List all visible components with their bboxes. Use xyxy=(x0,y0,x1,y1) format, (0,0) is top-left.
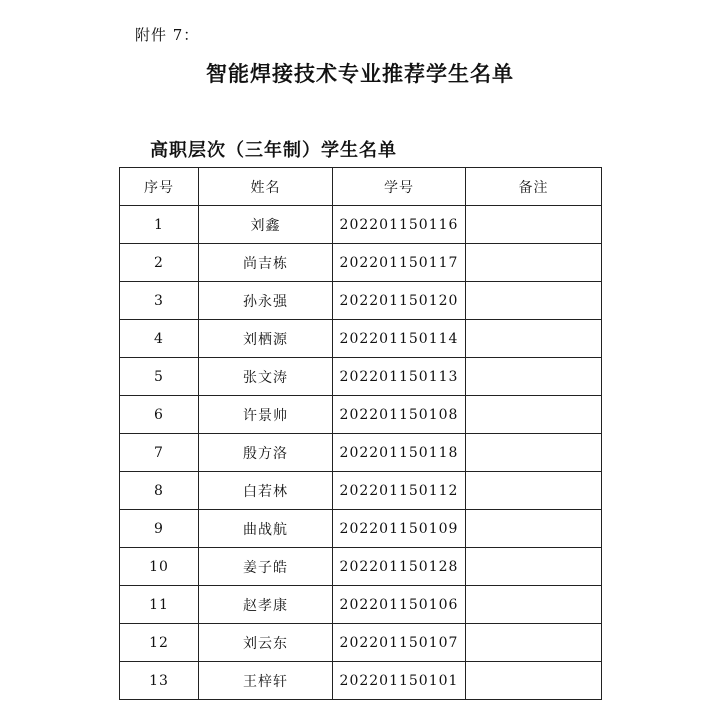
cell-name: 孙永强 xyxy=(199,282,333,320)
cell-serial-number: 12 xyxy=(120,624,199,662)
cell-serial-number: 7 xyxy=(120,434,199,472)
header-remarks: 备注 xyxy=(466,168,602,206)
cell-remarks xyxy=(466,244,602,282)
cell-serial-number: 2 xyxy=(120,244,199,282)
table-row xyxy=(120,206,602,244)
cell-serial-number: 10 xyxy=(120,548,199,586)
cell-serial-number: 4 xyxy=(120,320,199,358)
cell-student-id: 202201150114 xyxy=(333,320,466,358)
cell-remarks xyxy=(466,434,602,472)
cell-name: 王梓轩 xyxy=(199,662,333,700)
table-row xyxy=(120,662,602,700)
cell-student-id: 202201150113 xyxy=(333,358,466,396)
cell-name: 刘栖源 xyxy=(199,320,333,358)
table-row xyxy=(120,434,602,472)
cell-name: 张文涛 xyxy=(199,358,333,396)
cell-remarks xyxy=(466,624,602,662)
cell-student-id: 202201150109 xyxy=(333,510,466,548)
table-row xyxy=(120,548,602,586)
cell-name: 刘鑫 xyxy=(199,206,333,244)
header-student-id: 学号 xyxy=(333,168,466,206)
cell-serial-number: 3 xyxy=(120,282,199,320)
table-row xyxy=(120,472,602,510)
cell-serial-number: 11 xyxy=(120,586,199,624)
cell-name: 姜子皓 xyxy=(199,548,333,586)
cell-name: 许景帅 xyxy=(199,396,333,434)
cell-name: 赵孝康 xyxy=(199,586,333,624)
cell-student-id: 202201150117 xyxy=(333,244,466,282)
cell-serial-number: 1 xyxy=(120,206,199,244)
cell-remarks xyxy=(466,586,602,624)
section-title: 高职层次（三年制）学生名单 xyxy=(150,140,397,161)
cell-serial-number: 13 xyxy=(120,662,199,700)
cell-student-id: 202201150112 xyxy=(333,472,466,510)
student-roster-table xyxy=(119,167,602,700)
cell-remarks xyxy=(466,548,602,586)
table-row xyxy=(120,282,602,320)
cell-student-id: 202201150108 xyxy=(333,396,466,434)
cell-remarks xyxy=(466,282,602,320)
table-row xyxy=(120,358,602,396)
attachment-label: 附件 7： xyxy=(135,26,200,44)
table-row xyxy=(120,510,602,548)
header-serial-number: 序号 xyxy=(120,168,199,206)
cell-remarks xyxy=(466,396,602,434)
cell-name: 殷方洛 xyxy=(199,434,333,472)
cell-serial-number: 6 xyxy=(120,396,199,434)
cell-student-id: 202201150116 xyxy=(333,206,466,244)
cell-student-id: 202201150118 xyxy=(333,434,466,472)
cell-serial-number: 9 xyxy=(120,510,199,548)
cell-student-id: 202201150107 xyxy=(333,624,466,662)
cell-student-id: 202201150101 xyxy=(333,662,466,700)
cell-name: 尚吉栋 xyxy=(199,244,333,282)
document-title: 智能焊接技术专业推荐学生名单 xyxy=(206,61,514,86)
cell-remarks xyxy=(466,472,602,510)
cell-student-id: 202201150128 xyxy=(333,548,466,586)
cell-name: 刘云东 xyxy=(199,624,333,662)
table-row xyxy=(120,320,602,358)
table-row xyxy=(120,396,602,434)
cell-remarks xyxy=(466,206,602,244)
cell-student-id: 202201150120 xyxy=(333,282,466,320)
table-header-row xyxy=(120,168,602,206)
cell-student-id: 202201150106 xyxy=(333,586,466,624)
table-row xyxy=(120,624,602,662)
cell-name: 曲战航 xyxy=(199,510,333,548)
table-body xyxy=(120,206,602,700)
cell-serial-number: 8 xyxy=(120,472,199,510)
cell-name: 白若林 xyxy=(199,472,333,510)
cell-remarks xyxy=(466,510,602,548)
table-row xyxy=(120,586,602,624)
header-name: 姓名 xyxy=(199,168,333,206)
cell-serial-number: 5 xyxy=(120,358,199,396)
table-row xyxy=(120,244,602,282)
cell-remarks xyxy=(466,320,602,358)
cell-remarks xyxy=(466,358,602,396)
cell-remarks xyxy=(466,662,602,700)
